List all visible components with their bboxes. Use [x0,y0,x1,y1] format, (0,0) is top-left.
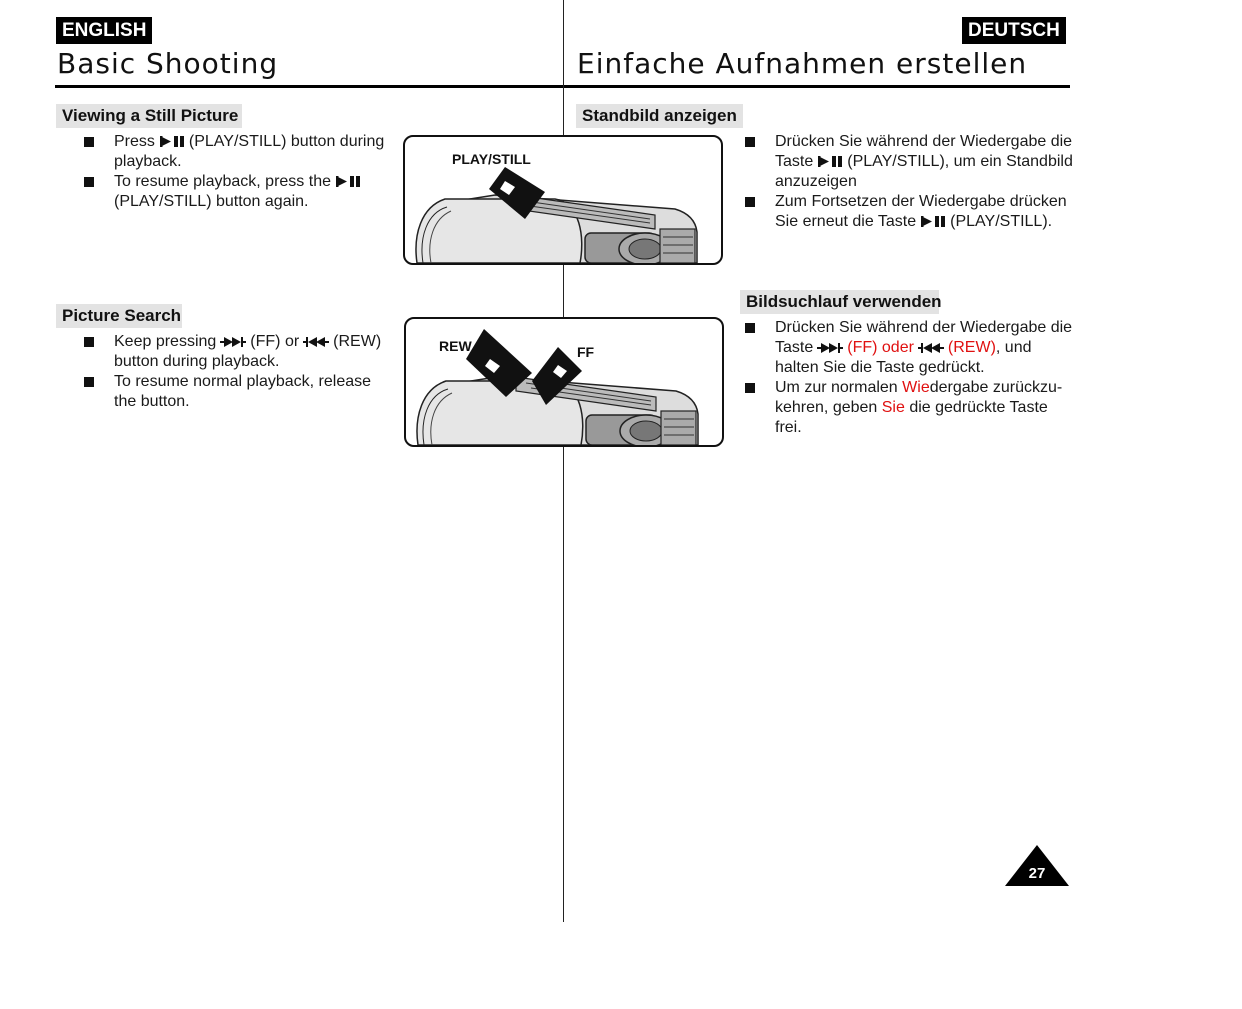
list-item: Drücken Sie während der Wiedergabe die Taste (PLAY/STILL), um ein Standbild anzuzeigen [717,132,1077,192]
figure-label-rew: REW [439,338,472,354]
list-item: Drücken Sie während der Wiedergabe die Taste (FF) oder (REW), und halten Sie die Taste gedrückt. [717,318,1077,378]
bullet-list-search-en [56,332,386,412]
section-heading-bildsuchlauf: Bildsuchlauf verwenden [740,290,939,314]
play-pause-icon [335,175,361,188]
play-pause-icon [920,215,946,228]
section-heading-picture-search: Picture Search [56,304,182,328]
rewind-icon [303,336,329,348]
language-badge-english: ENGLISH [56,17,152,44]
bullet-list-still-en [56,132,386,212]
fast-forward-icon [817,342,843,354]
list-item: Zum Fortsetzen der Wiedergabe drücken Sie erneut die Taste (PLAY/STILL). [717,192,1077,232]
play-pause-icon [159,135,185,148]
rewind-icon [918,342,944,354]
play-pause-icon [817,155,843,168]
list-item: Press (PLAY/STILL) button during playback. [56,132,386,172]
figure-label-ff: FF [577,344,595,360]
list-item: Keep pressing (FF) or (REW) button during playback. [56,332,386,372]
page-number: 27 [1028,865,1046,882]
list-item: To resume normal playback, release the button. [56,372,386,412]
section-heading-viewing-still: Viewing a Still Picture [56,104,242,128]
language-badge-deutsch: DEUTSCH [962,17,1066,44]
list-item: Um zur normalen Wiedergabe zurückzu-kehren, geben Sie die gedrückte Taste frei. [717,378,1077,438]
page-title-english: Basic Shooting [57,47,279,80]
camcorder-figure-ff-rew [404,317,724,447]
page-title-deutsch: Einfache Aufnahmen erstellen [577,47,1028,80]
figure-label-play-still: PLAY/STILL [452,151,531,167]
section-heading-standbild: Standbild anzeigen [576,104,743,128]
list-item: To resume playback, press the(PLAY/STILL) button again. [56,172,386,212]
camcorder-figure-play-still [403,135,723,265]
bullet-list-still-de [717,132,1077,232]
fast-forward-icon [220,336,246,348]
bullet-list-search-de [717,318,1077,438]
